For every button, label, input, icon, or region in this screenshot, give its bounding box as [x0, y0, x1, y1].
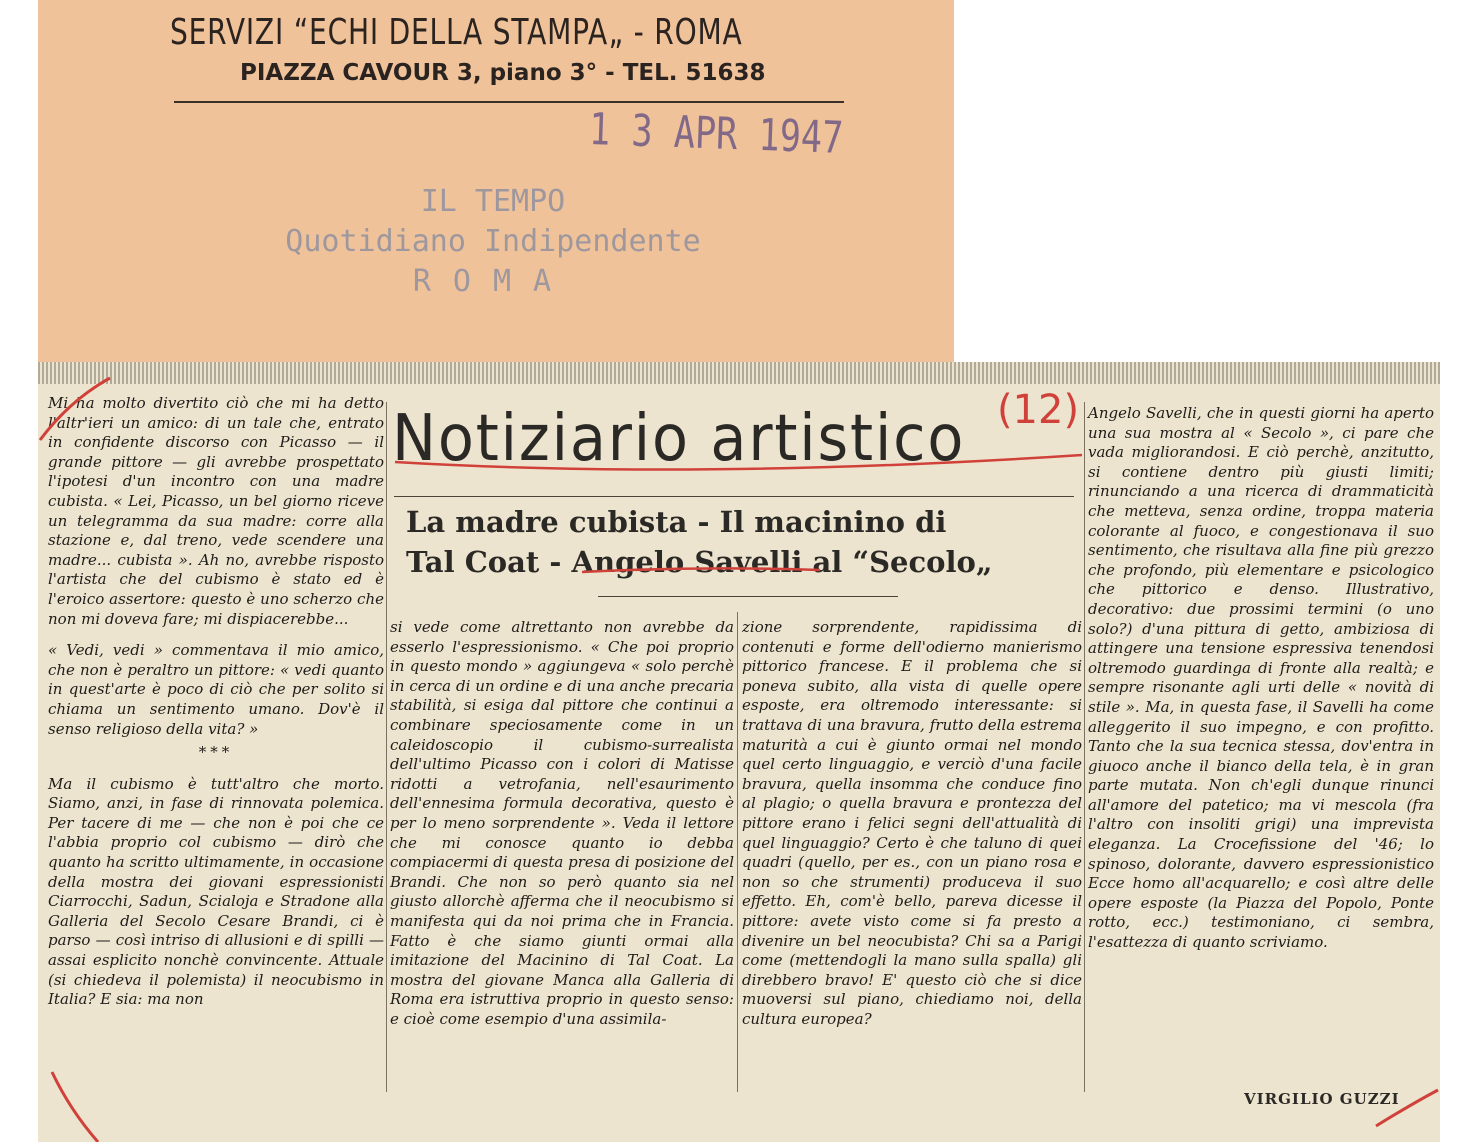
slip-title: SERVIZI “ECHI DELLA STAMPA„ - ROMA [170, 12, 743, 53]
column-middle-1 [390, 618, 734, 1029]
paragraph: « Vedi, vedi » commentava il mio amico, che non è peraltro un pittore: « vedi quanto in quest'arte è poco di ciò che per solito si chiama un sentimento umano. Dov'è il senso religioso della vita? » [48, 641, 384, 738]
paragraph: Ma il cubismo è tutt'altro che morto. Siamo, anzi, in fase di rinnovata polemica. Per tacere di me — che non è poi che ce l'abbia proprio col cubismo — dirò che quanto ha scritto ultimamente, in occasione della mostra dei giovani espressionisti Ciarrocchi, Sadun, Scialoja e Stradone alla Galleria del Secolo Cesare Brandi, ci è parso — così intriso di allusioni e di spilli — assai esplicito nonchè convincente. Attuale (si chiedeva il polemista) il neocubismo in Italia? E sia: ma non [48, 774, 384, 1009]
column-right [1088, 404, 1434, 953]
stamp-line-3: ROMA [412, 264, 574, 299]
date-stamp: 1 3 APR 1947 [588, 104, 845, 164]
clipping-service-slip [38, 0, 954, 372]
stamp-line-1: IL TEMPO [420, 184, 566, 219]
torn-top-edge [38, 362, 1440, 384]
section-break: *** [198, 743, 234, 762]
column-divider [1084, 402, 1085, 1092]
paragraph: Angelo Savelli, che in questi giorni ha aperto una sua mostra al « Secolo », ci pare che vada migliorandosi. E ciò perchè, anzitutto, si contiene dentro più giusti limiti; rinunciando a una ricerca di drammaticità che metteva, senza ordine, troppa materia colorante al fuoco, e congestionava il suo sentimento, che risultava alla fine più grezzo che profondo, più elementare e psicologico che pittorico e denso. Illustrativo, decorativo: due prossimi termini (o uno solo?) d'una pittura di getto, ambiziosa di attingere una tensione espressiva tenendosi oltremodo guardinga di fronte alla realtà; e sempre risonante agli urti delle « novità di stile ». Ma, in questa fase, il Savelli ha come alleggerito il suo impegno, e con profitto. Tanto che la sua tecnica stessa, dov'entra in giuoco anche il bianco della tela, è in gran parte mutata. Non ch'egli dunque rinunci all'amore del patetico; ma vi mescola (fra l'altro con insoliti grigi) una imprevista eleganza. La Crocefissione del '46; lo spinoso, dolorante, davvero espressionistico Ecce homo all'acquarello; e così altre delle opere esposte (la Piazza del Popolo, Ponte rotto, ecc.) testimoniano, ci sembra, l'esattezza di quanto scriviamo. [1088, 404, 1434, 952]
handwritten-number: (12) [996, 387, 1080, 433]
column-divider [737, 612, 738, 1092]
article-byline: VIRGILIO GUZZI [1244, 1090, 1400, 1108]
column-divider [386, 402, 387, 1092]
subhead-line-1: La madre cubista - Il macinino di [406, 505, 947, 539]
column-middle-2 [742, 618, 1082, 1029]
subhead-line-2: Tal Coat - Angelo Savelli al “Secolo„ [406, 545, 993, 579]
headline-rule [394, 496, 1074, 497]
slip-address: PIAZZA CAVOUR 3, piano 3° - TEL. 51638 [240, 60, 766, 86]
paragraph: zione sorprendente, rapidissima di contenuti e forme dell'odierno manierismo pittorico francese. E il problema che si poneva subito, alla vista di quelle opere esposte, era oltremodo interessante: si trattava di una bravura, frutto della estrema maturità a cui è giunto ormai nel mondo quel certo linguaggio, e verciò d'una facile bravura, quella insomma che conduce fino al plagio; o quella bravura e prontezza del pittore erano i felici segni dell'attualità di quel linguaggio? Certo è che taluno di quei quadri (quello, per es., con un piano rosa e non so che strumenti) produceva il suo effetto. Eh, com'è bello, pareva dicesse il pittore: avete visto come si fa presto a divenire un bel neocubista? Chi sa a Parigi come (mettendogli la mano sulla spalla) gli direbbero bravo! E' questo ciò che si dice muoversi sul piano, chiediamo noi, della cultura europea? [742, 618, 1082, 1028]
subhead-rule [598, 596, 898, 597]
paragraph: si vede come altrettanto non avrebbe da esserlo l'espressionismo. « Che poi proprio in questo mondo » aggiungeva « solo perchè in cerca di un ordine e di una anche precaria stabilità, si esiga dal pittore che continui a combinare speciosamente come in un caleidoscopio il cubismo-surrealista dell'ultimo Picasso con i colori di Matisse ridotti a vetrofania, nell'esaurimento dell'ennesima formula decorativa, questo è per lo meno sorprendente ». Veda il lettore che mi conosce quanto io debba compiacermi di questa presa di posizione del Brandi. Che non so però quanto sia nel giusto allorchè afferma che il neocubismo si manifesta qui da noi prima che in Francia. Fatto è che siamo giunti ormai alla imitazione del Macinino di Tal Coat. La mostra del giovane Manca alla Galleria di Roma era istruttiva proprio in questo senso: e cioè come esempio d'una assimila- [390, 618, 734, 1028]
article-subhead [406, 502, 1082, 582]
column-left [48, 394, 384, 1010]
newspaper-stamp [248, 182, 738, 302]
stamp-line-2: Quotidiano Indipendente [285, 224, 701, 259]
newspaper-clipping [38, 362, 1440, 1142]
paragraph: Mi ha molto divertito ciò che mi ha detto l'altr'ieri un amico: di un tale che, entrato in confidente discorso con Picasso — il grande pittore — gli avrebbe prospettato l'ipotesi d'un incontro con una madre cubista. « Lei, Picasso, un bel giorno riceve un telegramma da sua madre: corre alla stazione e, dal treno, vede scendere una madre... cubista ». Ah no, avrebbe risposto l'artista che del cubismo è stato ed è l'eroico assertore: questo è uno scherzo che non mi doveva fare; mi dispiacerebbe... [48, 394, 384, 628]
article-headline: Notiziario artistico [392, 402, 966, 476]
slip-divider [174, 101, 844, 103]
